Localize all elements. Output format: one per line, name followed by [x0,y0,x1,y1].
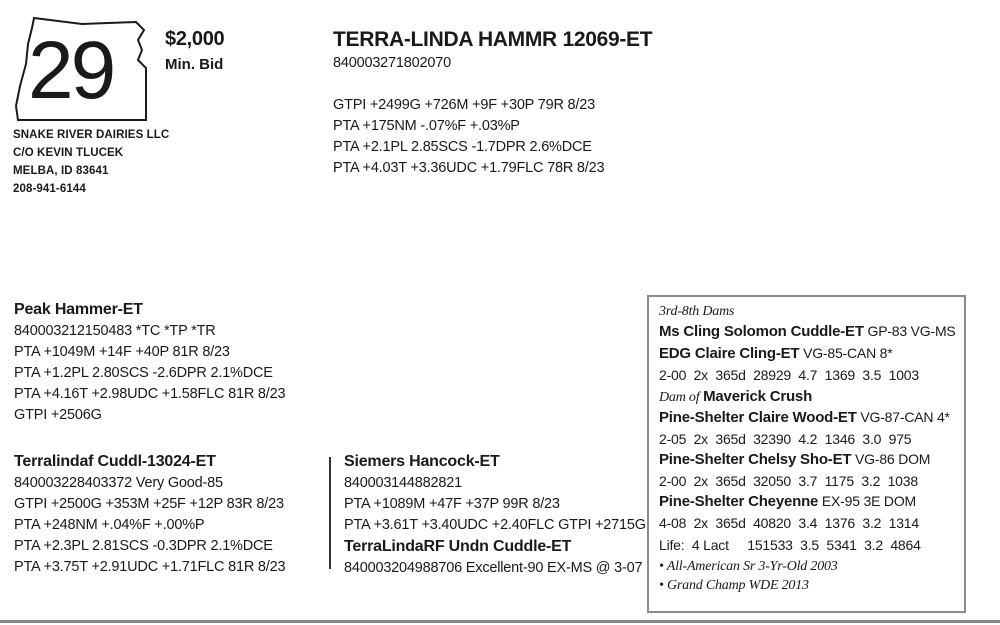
dam6-score: VG-86 DOM [855,451,931,467]
consignor-phone: 208-941-6144 [13,183,86,195]
dam-line: PTA +248NM +.04%F +.00%P [14,517,205,533]
dams-box [647,295,966,613]
dam5-row [659,407,950,429]
dam7-name: Pine-Shelter Cheyenne [659,493,819,510]
sire-name: Peak Hammer-ET [14,301,143,318]
dam-line: PTA +2.3PL 2.81SCS -0.3DPR 2.1%DCE [14,538,273,554]
lot-number: 29 [28,25,114,116]
consignor-name: SNAKE RIVER DAIRIES LLC [13,129,170,141]
dam4-name: EDG Claire Cling-ET [659,345,800,362]
lifetime-record: Life: 4 Lact 151533 3.5 5341 3.2 4864 [659,537,921,553]
dam6-name: Pine-Shelter Chelsy Sho-ET [659,451,852,468]
price: $2,000 [165,28,225,50]
dams-heading: 3rd-8th Dams [659,304,735,319]
granddam-name: TerraLindaRF Undn Cuddle-ET [344,538,572,555]
mgs-block [344,451,646,579]
dam-line: PTA +3.75T +2.91UDC +1.71FLC 81R 8/23 [14,559,286,575]
mgs-line: PTA +1089M +47F +37P 99R 8/23 [344,496,560,512]
dam-block [14,451,285,578]
dam7-score: EX-95 3E DOM [821,493,916,509]
dam3-score: GP-83 VG-MS [867,323,956,339]
dam-of-name: Maverick Crush [703,388,813,405]
consignor-block [13,126,169,198]
animal-line: PTA +2.1PL 2.85SCS -1.7DPR 2.6%DCE [333,139,592,155]
dam-of-row [659,386,812,408]
animal-line: GTPI +2499G +726M +9F +30P 79R 8/23 [333,97,595,113]
dam6-record: 2-00 2x 365d 32050 3.7 1175 3.2 1038 [659,473,918,489]
consignor-attn: C/O KEVIN TLUCEK [13,147,124,159]
dam-of-label: Dam of [659,390,700,405]
consignor-city: MELBA, ID 83641 [13,165,109,177]
dam4-record: 2-00 2x 365d 28929 4.7 1369 3.5 1003 [659,367,919,383]
sire-line: PTA +4.16T +2.98UDC +1.58FLC 81R 8/23 [14,386,286,402]
honor-line: • Grand Champ WDE 2013 [659,578,809,593]
min-bid-label: Min. Bid [165,56,224,73]
dam6-row [659,449,930,471]
bottom-rule [0,620,1000,623]
mgs-id: 840003144882821 [344,475,462,491]
dam7-record: 4-08 2x 365d 40820 3.4 1376 3.2 1314 [659,515,919,531]
sire-block [14,299,285,426]
dam3-name: Ms Cling Solomon Cuddle-ET [659,323,864,340]
animal-name: TERRA-LINDA HAMMR 12069-ET [333,28,653,51]
dam5-score: VG-87-CAN 4* [860,409,950,425]
dam5-record: 2-05 2x 365d 32390 4.2 1346 3.0 975 [659,431,912,447]
sire-line: GTPI +2506G [14,407,102,423]
sire-line: PTA +1.2PL 2.80SCS -2.6DPR 2.1%DCE [14,365,273,381]
animal-line: PTA +4.03T +3.36UDC +1.79FLC 78R 8/23 [333,160,605,176]
mgs-line: PTA +3.61T +3.40UDC +2.40FLC GTPI +2715G [344,517,646,533]
honor-line: • All-American Sr 3-Yr-Old 2003 [659,559,838,574]
dam-id: 840003228403372 Very Good-85 [14,475,223,491]
animal-line: PTA +175NM -.07%F +.03%P [333,118,520,134]
dam-name: Terralindaf Cuddl-13024-ET [14,453,216,470]
dam3-row [659,321,956,343]
sire-line: PTA +1049M +14F +40P 81R 8/23 [14,344,230,360]
dam4-score: VG-85-CAN 8* [803,345,893,361]
granddam-id: 840003204988706 Excellent-90 EX-MS @ 3-07 [344,560,643,576]
dam5-name: Pine-Shelter Claire Wood-ET [659,409,857,426]
dam-line: GTPI +2500G +353M +25F +12P 83R 8/23 [14,496,284,512]
sire-id: 840003212150483 *TC *TP *TR [14,323,216,339]
mgs-name: Siemers Hancock-ET [344,453,500,470]
pedigree-divider [329,457,331,569]
animal-id: 840003271802070 [333,55,451,71]
dam7-row [659,491,916,513]
dam4-row [659,343,893,365]
animal-genomics [333,95,604,179]
